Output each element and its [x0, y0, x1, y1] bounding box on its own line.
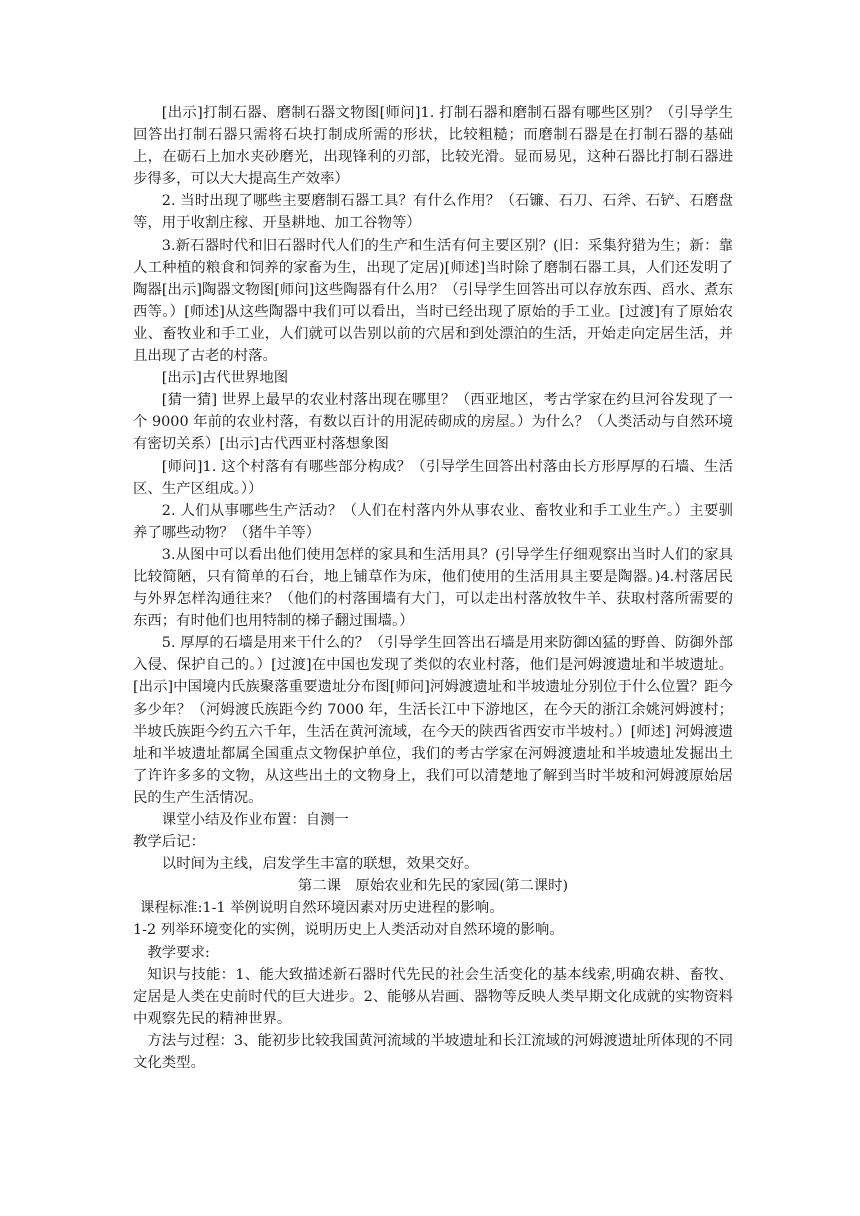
paragraph-earliest-village: [猜一猜] 世界上最早的农业村落出现在哪里？（西亚地区，考古学家在约旦河谷发现了一个 9000 年前的农业村落，有数以百计的用泥砖砌成的房屋。）为什么？（人类活动与自然环境有密切关系）[出示]古代西亚村落想象图	[133, 392, 733, 453]
document-page	[133, 102, 733, 1074]
paragraph-stone-wall: 5. 厚厚的石墙是用来干什么的？（引导学生回答出石墙是用来防御凶猛的野兽、防御外部入侵、保护自己的。）[过渡]在中国也发现了类似的农业村落，他们是河姆渡遗址和半坡遗址。[出示]中国境内氏族聚落重要遗址分布图[师问]河姆渡遗址和半坡遗址分别位于什么位置？距今多少年？（河姆渡氏族距今约 7000 年，生活长江中下游地区，在今天的浙江余姚河姆渡村；半坡氏族距今约五六千年，生活在黄河流域，在今天的陕西省西安市半坡村。）[师述] 河姆渡遗址和半坡遗址都属全国重点文物保护单位，我们的考古学家在河姆渡遗址和半坡遗址发掘出土了许许多多的文物，从这些出土的文物身上，我们可以清楚地了解到当时半坡和河姆渡原始居民的生产生活情况。	[133, 635, 733, 806]
requirements-knowledge: 知识与技能：1、能大致描述新石器时代先民的社会生活变化的基本线索,明确农耕、畜牧、定居是人类在史前时代的巨大进步。2、能够从岩画、器物等反映人类早期文化成就的实物资料中观察先民的精神世界。	[133, 966, 733, 1027]
postscript-text: 以时间为主线，启发学生丰富的联想，效果交好。	[161, 856, 479, 873]
paragraph-village-parts: [师问]1. 这个村落有有哪些部分构成？（引导学生回答出村落由长方形厚厚的石墙、生活区、生产区组成。））	[133, 458, 733, 497]
paragraph-polished-tools: 2. 当时出现了哪些主要磨制石器工具？有什么作用？（石镰、石刀、石斧、石铲、石磨盘等，用于收割庄稼、开垦耕地、加工谷物等）	[133, 193, 733, 232]
paragraph-production-activities: 2. 人们从事哪些生产活动？（人们在村落内外从事农业、畜牧业和手工业生产。）主要驯养了哪些动物？（猪牛羊等）	[133, 502, 733, 541]
requirements-method: 方法与过程：3、能初步比较我国黄河流域的半坡遗址和长江流域的河姆渡遗址所体现的不同文化类型。	[133, 1032, 733, 1072]
postscript-label: 教学后记：	[133, 834, 205, 851]
standards-line-1: 课程标准:1-1 举例说明自然环境因素对历史进程的影响。	[140, 900, 504, 917]
requirements-label: 教学要求:	[147, 944, 210, 961]
paragraph-summary: 课堂小结及作业布置：自测一	[161, 812, 349, 828]
paragraph-stone-tools: [出示]打制石器、磨制石器文物图[师问]1. 打制石器和磨制石器有哪些区别？（引导学生回答出打制石器只需将石块打制成所需的形状，比较粗糙；而磨制石器是在打制石器的基础上，在砺石上加水夹砂磨光，出现锋利的刃部，比较光滑。显而易见，这种石器比打制石器进步得多，可以大大提高生产效率）	[133, 105, 733, 188]
paragraph-world-map: [出示]古代世界地图	[161, 370, 289, 387]
standards-line-2: 1-2 列举环境变化的实例，说明历史上人类活动对自然环境的影响。	[133, 922, 564, 939]
paragraph-neolithic-life: 3.新石器时代和旧石器时代人们的生产和生活有何主要区别？(旧：采集狩猎为生；新：靠人工种植的粮食和饲养的家畜为生，出现了定居)[师述]当时除了磨制石器工具，人们还发明了陶器[出示]陶器文物图[师问]这些陶器有什么用？（引导学生回答出可以存放东西、舀水、煮东西等。）[师述]从这些陶器中我们可以看出，当时已经出现了原始的手工业。[过渡]有了原始农业、畜牧业和手工业，人们就可以告别以前的穴居和到处漂泊的生活，开始走向定居生活，并且出现了古老的村落。	[133, 237, 733, 365]
lesson-title: 第二课 原始农业和先民的家园(第二课时)	[297, 878, 569, 895]
paragraph-furniture: 3.从图中可以看出他们使用怎样的家具和生活用具？(引导学生仔细观察出当时人们的家具比较简陋，只有简单的石台，地上铺草作为床，他们使用的生活用具主要是陶器。)4.村落居民与外界怎样沟通往来？（他们的村落围墙有大门，可以走出村落放牧牛羊、获取村落所需要的东西；有时他们也用特制的梯子翻过围墙。）	[133, 546, 733, 630]
